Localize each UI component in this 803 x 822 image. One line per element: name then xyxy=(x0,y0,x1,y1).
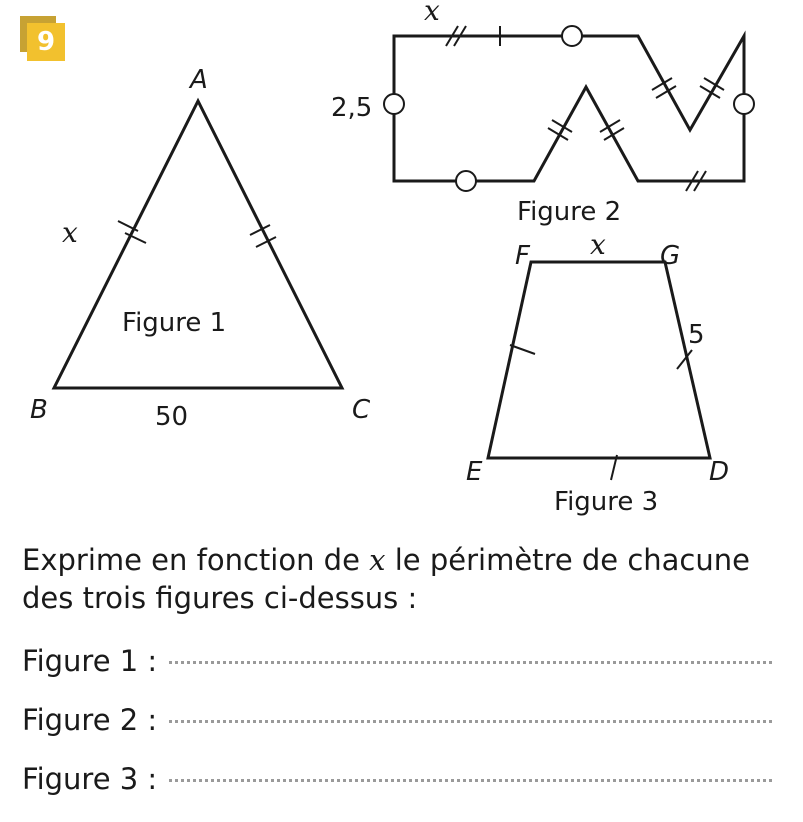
circle-mark-bottom xyxy=(456,171,476,191)
exercise-number-badge: 9 xyxy=(27,23,65,61)
trapezoid-fgde xyxy=(488,262,710,458)
tick-marks-ac xyxy=(250,225,276,247)
question-text-before: Exprime en fonction de xyxy=(22,543,370,577)
answer-line-figure-3 xyxy=(22,759,772,799)
answer-label-figure-3: Figure 3 : xyxy=(22,762,158,796)
side-x-label: x xyxy=(62,216,78,249)
figure-1 xyxy=(30,65,371,432)
top-x-label: x xyxy=(424,0,440,27)
answer-field-figure-1[interactable] xyxy=(169,641,772,664)
circle-mark-right xyxy=(734,94,754,114)
vertex-d-label: D xyxy=(709,457,730,487)
left-length-label: 2,5 xyxy=(331,93,373,123)
vertex-c-label: C xyxy=(352,395,371,425)
circle-mark-left xyxy=(384,94,404,114)
double-ticks-zig-2 xyxy=(700,78,724,98)
vertex-a-label: A xyxy=(190,65,208,95)
vertex-b-label: B xyxy=(30,395,48,425)
vertex-e-label: E xyxy=(466,457,483,487)
vertex-f-label: F xyxy=(515,241,530,271)
figure-3-caption: Figure 3 xyxy=(554,487,659,517)
answer-label-figure-1: Figure 1 : xyxy=(22,644,158,678)
figure-3 xyxy=(466,228,729,517)
answer-field-figure-2[interactable] xyxy=(169,700,772,723)
triangle-abc xyxy=(54,101,342,388)
figure-2 xyxy=(331,0,754,227)
top-x-label-fg: x xyxy=(590,228,606,261)
question-variable: x xyxy=(369,543,386,577)
circle-mark-top xyxy=(562,26,582,46)
answer-label-figure-2: Figure 2 : xyxy=(22,703,158,737)
question-text-after: le périmètre de chacune des trois figures ci-dessus : xyxy=(22,543,750,615)
figure-1-caption: Figure 1 xyxy=(122,308,227,338)
side-length-label-gd: 5 xyxy=(688,320,705,350)
answer-line-figure-2 xyxy=(22,700,772,740)
figure-2-caption: Figure 2 xyxy=(517,197,622,227)
tick-fe xyxy=(510,345,535,354)
answer-field-figure-3[interactable] xyxy=(169,759,772,782)
vertex-g-label: G xyxy=(660,241,681,271)
base-length-label: 50 xyxy=(155,402,189,432)
answer-line-figure-1 xyxy=(22,641,772,681)
zigzag-polygon xyxy=(394,36,744,181)
question-text xyxy=(22,541,792,617)
